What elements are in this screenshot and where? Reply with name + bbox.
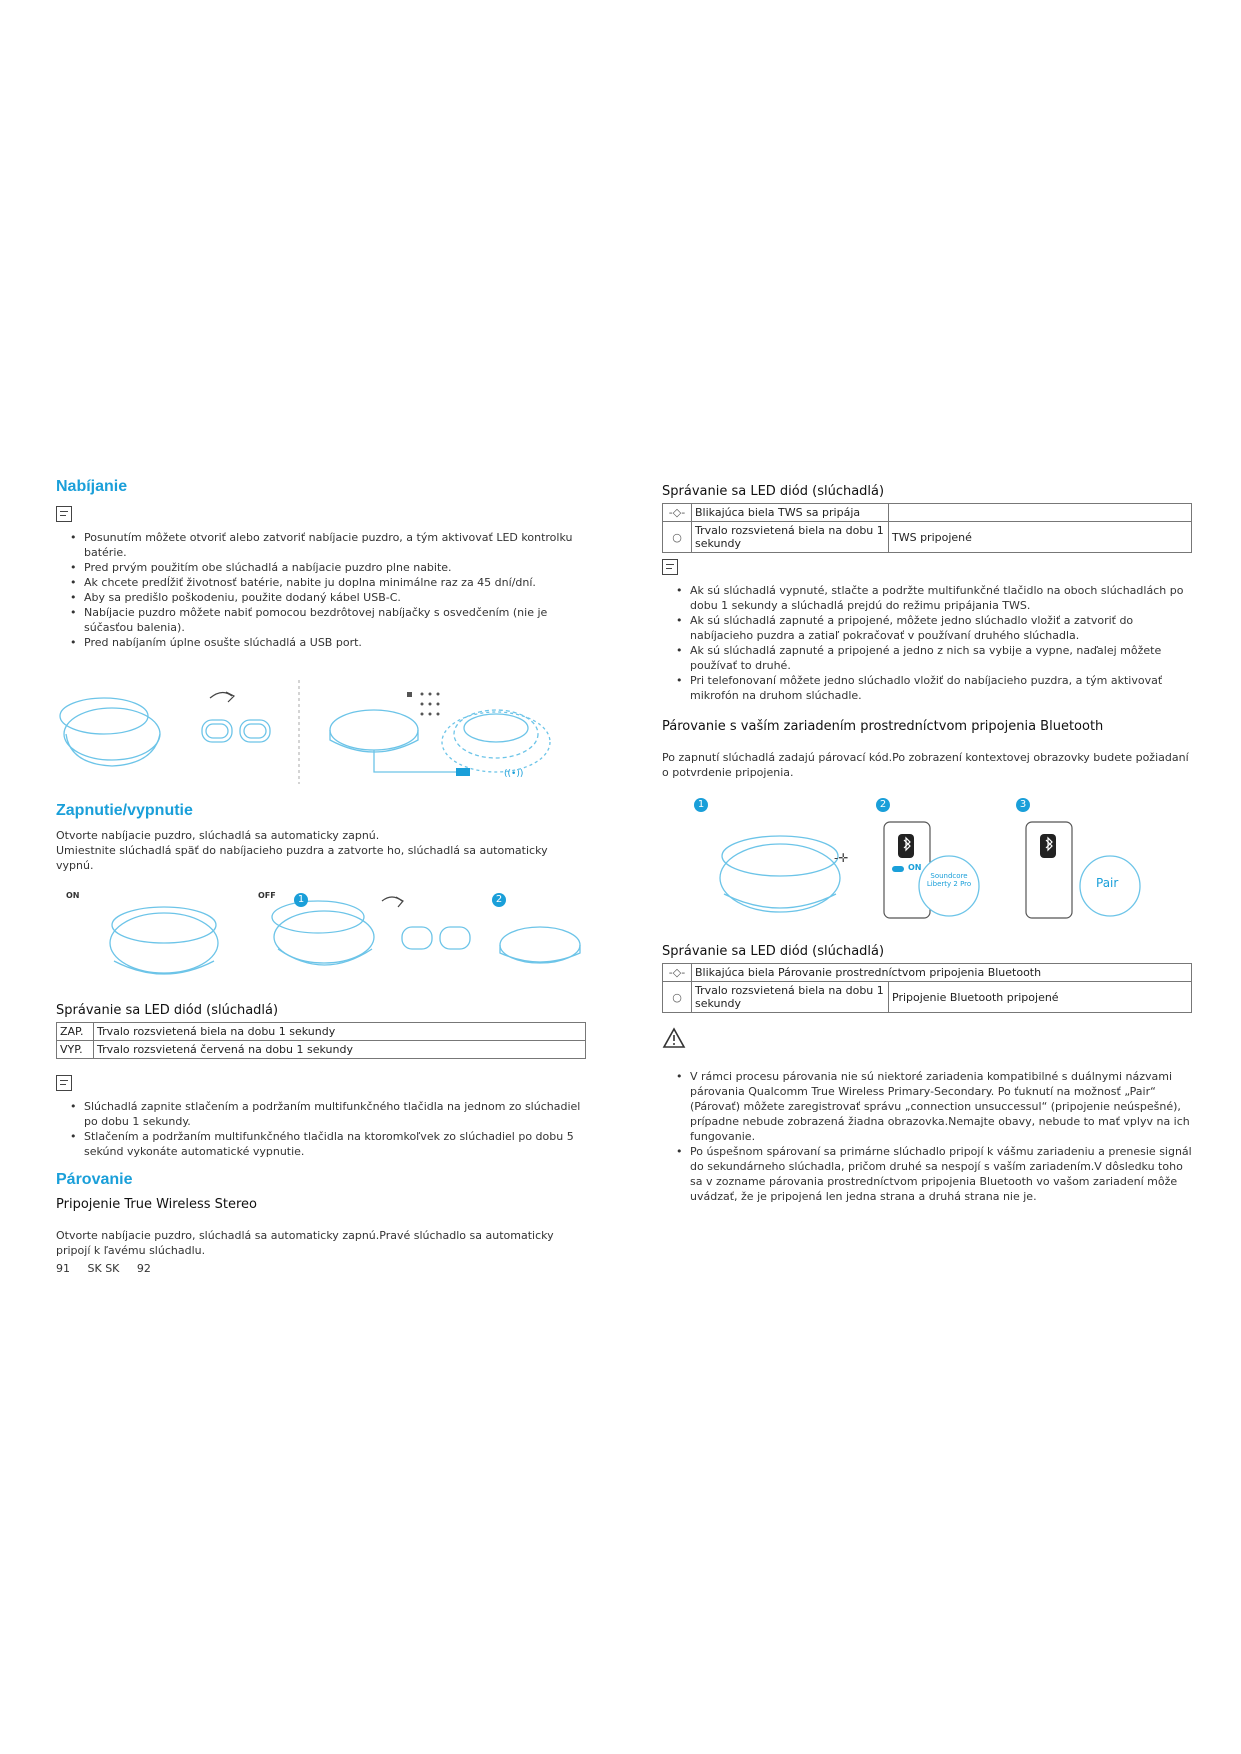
led-row-desc: Trvalo rozsvietená biela na dobu 1 sekundy [692,522,889,553]
note-icon [662,559,678,575]
solid-light-icon: ○ [663,982,692,1013]
charging-illustration [56,672,586,790]
led-bt-title: Správanie sa LED diód (slúchadlá) [662,944,885,959]
step-2-badge: 2 [876,798,890,812]
list-item: • Ak sú slúchadlá zapnuté a pripojené a jedno z nich sa vybije a vypne, naďalej môžete používať to druhé. [676,643,1192,673]
warning-icon [662,1027,686,1053]
solid-light-icon: ○ [663,522,692,553]
charging-title: Nabíjanie [56,478,128,495]
pairing-subtitle: Pripojenie True Wireless Stereo [56,1197,257,1212]
list-item: • Pri telefonovaní môžete jedno slúchadlo vložiť do nabíjacieho puzdra, a tým aktivovať mikrofón na druhom slúchadle. [676,673,1192,703]
led-row-state: TWS pripojené [889,522,1192,553]
warning-bullets [662,1069,1192,1204]
led-tws-table [662,503,1192,553]
step-1-badge: 1 [694,798,708,812]
power-case-drawing [56,887,586,991]
table-row [663,982,1192,1013]
list-item: • Nabíjacie puzdro môžete nabiť pomocou bezdrôtovej nabíjačky s osvedčením (nie je súčasťou balenia). [70,605,586,635]
step-3-badge: 3 [1016,798,1030,812]
label-on: ON [66,891,80,900]
table-row [663,964,1192,982]
language-code: SK SK [87,1262,120,1275]
list-item: • Ak sú slúchadlá zapnuté a pripojené, môžete jedno slúchadlo vložiť a zatvoriť do nabíjacieho puzdra a zatiaľ pokračovať v používaní druhého slúchadla. [676,613,1192,643]
list-item: • Pred nabíjaním úplne osušte slúchadlá a USB port. [70,635,586,650]
note-icon [56,506,72,522]
page-number-left: 91 [56,1262,70,1275]
list-item: • V rámci procesu párovania nie sú niektoré zariadenia kompatibilné s duálnymi názvami párovania Qualcomm True Wireless Primary-Secondary. Po ťuknutí na možnosť „Pair“ (Párovať) môžete zaregistrovať správu „connection unsuccessul“ (pripojenie neúspešné), prípadne nebude zobrazená žiadna obrazovka.Nemajte obavy, nebude to mať vplyv na ich fungovanie. [676,1069,1192,1144]
list-item: • Stlačením a podržaním multifunkčného tlačidla na ktoromkoľvek zo slúchadiel po dobu 5 sekúnd vykonáte automatické vypnutie. [70,1129,586,1159]
list-item: • Ak sú slúchadlá vypnuté, stlačte a podržte multifunkčné tlačidlo na oboch slúchadlách po dobu 1 sekundy a slúchadlá prejdú do režimu pripájania TWS. [676,583,1192,613]
pair-button[interactable]: Pair [1096,876,1119,890]
led-bt-table [662,963,1192,1013]
list-item: • Po úspešnom spárovaní sa primárne slúchadlo pripojí k vášmu zariadeniu a prenesie signál do sekundárneho slúchadla, pričom druhé sa nespojí s vaším zariadením.V dôsledku toho sa v zozname párovania prostredníctvom pripojenia Bluetooth vo vašom zariadení môže uvádzať, že je pripojená len jedna strana a druhá strana nie je. [676,1144,1192,1204]
page-number-right: 92 [136,1262,151,1275]
led-row-desc: Trvalo rozsvietená biela na dobu 1 sekundy [94,1023,586,1041]
device-name-label[interactable]: Soundcore Liberty 2 Pro [926,872,972,888]
led-row-state: Pripojenie Bluetooth pripojené [889,982,1192,1013]
power-text-2: Umiestnite slúchadlá späť do nabíjacieho puzdra a zatvorte ho, slúchadlá sa automaticky vypnú. [56,844,548,872]
svg-text:((•)): ((•)) [504,769,524,779]
table-row [663,504,1192,522]
power-bullets [56,1099,586,1159]
bt-drawing [662,794,1192,930]
table-row [57,1041,586,1059]
list-item: • Pred prvým použitím obe slúchadlá a nabíjacie puzdro plne nabite. [70,560,586,575]
table-row [663,522,1192,553]
blink-icon: -◇- [663,504,692,522]
power-illustration [56,887,586,991]
left-column [56,478,586,1258]
label-off: OFF [258,891,276,900]
list-item: • Slúchadlá zapnite stlačením a podržaním multifunkčného tlačidla na jednom zo slúchadiel po dobu 1 sekundy. [70,1099,586,1129]
step-1-badge: 1 [294,893,308,907]
list-item: • Ak chcete predĺžiť životnosť batérie, nabite ju doplna minimálne raz za 45 dní/dní. [70,575,586,590]
list-item: • Aby sa predišlo poškodeniu, použite dodaný kábel USB-C. [70,590,586,605]
led-power-title: Správanie sa LED diód (slúchadlá) [56,1003,279,1018]
right-column [662,484,1192,1204]
page-footer [56,1262,165,1275]
step-2-badge: 2 [492,893,506,907]
led-row-state: ZAP. [57,1023,94,1041]
led-tws-title: Správanie sa LED diód (slúchadlá) [662,484,885,499]
bt-illustration [662,794,1192,930]
pairing-text: Otvorte nabíjacie puzdro, slúchadlá sa automaticky zapnú.Pravé slúchadlo sa automaticky pripojí k ľavému slúchadlu. [56,1229,554,1257]
bt-text: Po zapnutí slúchadlá zadajú párovací kód.Po zobrazení kontextovej obrazovky budete požiadaní o potvrdenie pripojenia. [662,751,1189,779]
svg-text:-✛: -✛ [834,851,849,865]
led-row-state: VYP. [57,1041,94,1059]
charging-bullets [56,530,586,650]
led-power-table [56,1022,586,1059]
led-row-desc: Blikajúca biela Párovanie prostredníctvom pripojenia Bluetooth [692,964,1192,982]
led-row-desc: Trvalo rozsvietená červená na dobu 1 sekundy [94,1041,586,1059]
led-row-desc: Blikajúca biela TWS sa pripája [692,504,889,522]
led-row-empty [889,504,1192,522]
tws-bullets [662,583,1192,703]
charging-case-drawing [56,672,586,790]
pairing-title: Párovanie [56,1171,133,1188]
power-title: Zapnutie/vypnutie [56,802,193,819]
bt-title: Párovanie s vaším zariadením prostredníctvom pripojenia Bluetooth [662,719,1104,734]
led-row-desc: Trvalo rozsvietená biela na dobu 1 sekundy [692,982,889,1013]
list-item: • Posunutím môžete otvoriť alebo zatvoriť nabíjacie puzdro, a tým aktivovať LED kontrolku batérie. [70,530,586,560]
blink-icon: -◇- [663,964,692,982]
phone-on-label: ON [908,863,922,872]
power-text-1: Otvorte nabíjacie puzdro, slúchadlá sa automaticky zapnú. [56,829,380,842]
note-icon [56,1075,72,1091]
table-row [57,1023,586,1041]
